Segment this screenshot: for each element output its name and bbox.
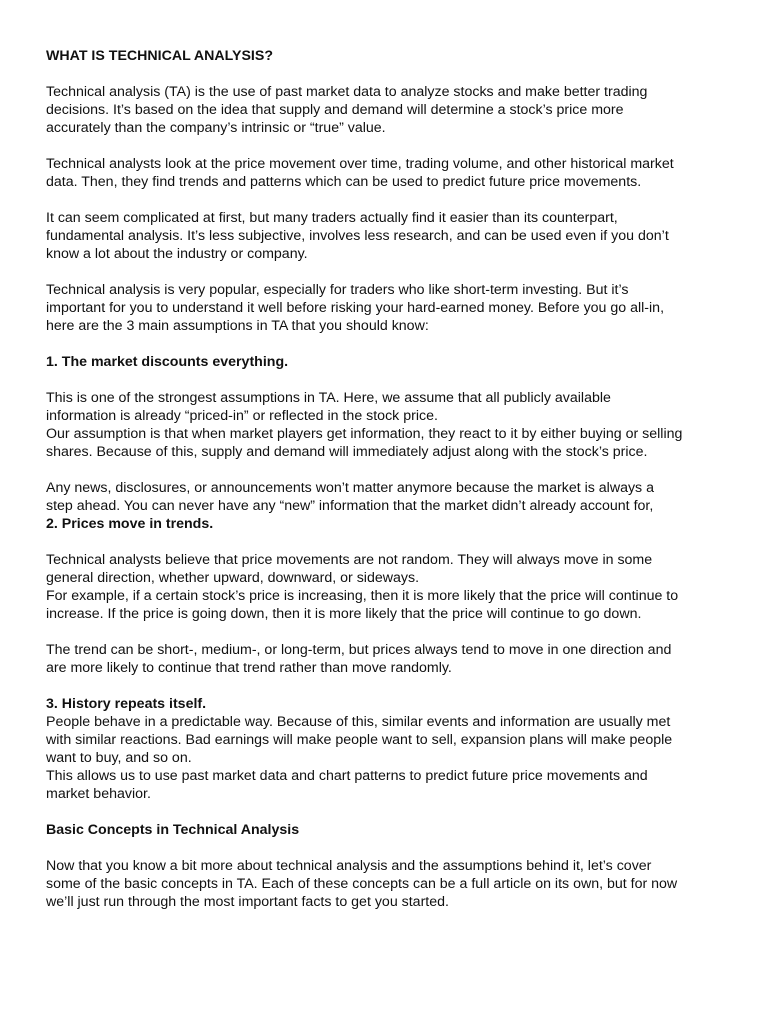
paragraph-section-4	[46, 857, 730, 911]
text-line: information is already “priced-in” or reflected in the stock price.	[46, 408, 438, 424]
text-line: Now that you know a bit more about technical analysis and the assumptions behind it, let’s cover	[46, 858, 652, 874]
text-line: This is one of the strongest assumptions in TA. Here, we assume that all publicly available	[46, 390, 611, 406]
text-line: market behavior.	[46, 786, 151, 802]
section-heading-4: Basic Concepts in Technical Analysis	[46, 822, 300, 838]
paragraph-section-1b	[46, 479, 730, 515]
paragraph-intro-3	[46, 209, 730, 263]
text-line: The trend can be short-, medium-, or long-term, but prices always tend to move in one direction and	[46, 642, 672, 658]
text-line: For example, if a certain stock’s price is increasing, then it is more likely that the price will continue to	[46, 588, 679, 604]
text-line: shares. Because of this, supply and demand will immediately adjust along with the stock’s price.	[46, 444, 648, 460]
section-heading-3: 3. History repeats itself.	[46, 696, 207, 712]
paragraph-section-3	[46, 713, 730, 803]
text-line: some of the basic concepts in TA. Each of these concepts can be a full article on its own, but for now	[46, 876, 678, 892]
paragraph-section-2a	[46, 551, 730, 623]
text-line: Technical analysts look at the price movement over time, trading volume, and other historical market	[46, 156, 674, 172]
text-line: Technical analysis is very popular, especially for traders who like short-term investing. But it’s	[46, 282, 629, 298]
section-heading-1: 1. The market discounts everything.	[46, 354, 289, 370]
text-line: general direction, whether upward, downward, or sideways.	[46, 570, 420, 586]
section-heading-2: 2. Prices move in trends.	[46, 516, 214, 532]
text-line: Technical analysts believe that price movements are not random. They will always move in some	[46, 552, 653, 568]
text-line: People behave in a predictable way. Because of this, similar events and information are usually met	[46, 714, 671, 730]
text-line: It can seem complicated at first, but many traders actually find it easier than its counterpart,	[46, 210, 618, 226]
text-line: know a lot about the industry or company.	[46, 246, 308, 262]
text-line: This allows us to use past market data and chart patterns to predict future price movements and	[46, 768, 648, 784]
paragraph-section-1a	[46, 389, 730, 461]
document-title: WHAT IS TECHNICAL ANALYSIS?	[46, 48, 274, 64]
paragraph-intro-2	[46, 155, 730, 191]
text-line: data. Then, they find trends and patterns which can be used to predict future price movements.	[46, 174, 642, 190]
document-page	[46, 47, 730, 911]
text-line: important for you to understand it well before risking your hard-earned money. Before you go all-in,	[46, 300, 665, 316]
paragraph-section-2b	[46, 641, 730, 677]
paragraph-intro-1	[46, 83, 730, 137]
text-line: fundamental analysis. It’s less subjective, involves less research, and can be used even if you don’t	[46, 228, 669, 244]
text-line: with similar reactions. Bad earnings will make people want to sell, expansion plans will make people	[46, 732, 673, 748]
text-line: increase. If the price is going down, then it is more likely that the price will continue to go down.	[46, 606, 642, 622]
text-line: Any news, disclosures, or announcements won’t matter anymore because the market is always a	[46, 480, 654, 496]
paragraph-intro-4	[46, 281, 730, 335]
text-line: decisions. It’s based on the idea that supply and demand will determine a stock’s price more	[46, 102, 624, 118]
text-line: here are the 3 main assumptions in TA that you should know:	[46, 318, 429, 334]
text-line: accurately than the company’s intrinsic or “true” value.	[46, 120, 386, 136]
text-line: Our assumption is that when market players get information, they react to it by either buying or selling	[46, 426, 683, 442]
text-line: want to buy, and so on.	[46, 750, 192, 766]
text-line: step ahead. You can never have any “new” information that the market didn’t already account for,	[46, 498, 654, 514]
text-line: are more likely to continue that trend rather than move randomly.	[46, 660, 452, 676]
text-line: Technical analysis (TA) is the use of past market data to analyze stocks and make better trading	[46, 84, 648, 100]
text-line: we’ll just run through the most important facts to get you started.	[46, 894, 449, 910]
